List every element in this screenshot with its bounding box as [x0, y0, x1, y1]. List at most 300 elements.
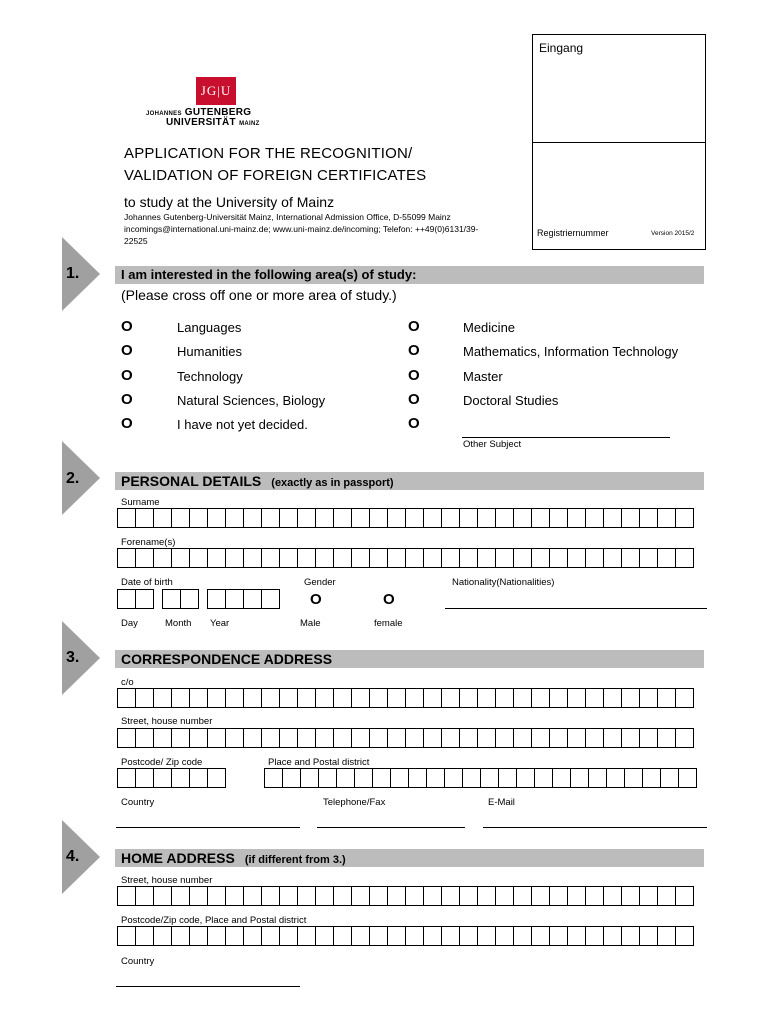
char-cell[interactable] [207, 589, 226, 609]
right-checkbox-2[interactable]: O [408, 342, 420, 359]
surname-field[interactable] [117, 508, 694, 528]
char-cell[interactable] [172, 926, 190, 946]
char-cell[interactable] [117, 768, 136, 788]
char-cell[interactable] [622, 926, 640, 946]
char-cell[interactable] [298, 508, 316, 528]
char-cell[interactable] [208, 688, 226, 708]
char-cell[interactable] [298, 886, 316, 906]
char-cell[interactable] [586, 728, 604, 748]
char-cell[interactable] [154, 548, 172, 568]
char-cell[interactable] [658, 926, 676, 946]
char-cell[interactable] [244, 728, 262, 748]
forenames-field[interactable] [117, 548, 694, 568]
char-cell[interactable] [622, 886, 640, 906]
char-cell[interactable] [640, 508, 658, 528]
char-cell[interactable] [676, 926, 694, 946]
right-option-3: Master [463, 369, 503, 384]
char-cell[interactable] [442, 688, 460, 708]
char-cell[interactable] [568, 548, 586, 568]
char-cell[interactable] [586, 886, 604, 906]
char-cell[interactable] [352, 926, 370, 946]
char-cell[interactable] [604, 548, 622, 568]
other-subject-line[interactable] [462, 437, 670, 438]
char-cell[interactable] [406, 886, 424, 906]
registriernummer-label: Registriernummer [537, 228, 609, 238]
char-cell[interactable] [244, 508, 262, 528]
section-number-4: 4. [66, 848, 80, 865]
char-cell[interactable] [316, 886, 334, 906]
char-cell[interactable] [316, 508, 334, 528]
char-cell[interactable] [532, 548, 550, 568]
char-cell[interactable] [676, 728, 694, 748]
char-cell[interactable] [208, 768, 226, 788]
postcode-field[interactable] [117, 768, 226, 788]
char-cell[interactable] [226, 728, 244, 748]
char-cell[interactable] [172, 508, 190, 528]
office-address: Johannes Gutenberg-Universität Mainz, International Admission Office, D-55099 Mainz incomings@international.uni-mainz.de; www.uni-mainz.de/incoming; Telefon: ++49(0)6131/39-22525 [124, 212, 479, 246]
char-cell[interactable] [391, 768, 409, 788]
char-cell[interactable] [445, 768, 463, 788]
char-cell[interactable] [388, 926, 406, 946]
page-subtitle: to study at the University of Mainz [124, 194, 335, 210]
char-cell[interactable] [154, 728, 172, 748]
char-cell[interactable] [442, 886, 460, 906]
char-cell[interactable] [280, 926, 298, 946]
char-cell[interactable] [226, 926, 244, 946]
char-cell[interactable] [625, 768, 643, 788]
char-cell[interactable] [532, 728, 550, 748]
section-number-3: 3. [66, 649, 80, 666]
gender-label: Gender [304, 577, 336, 588]
char-cell[interactable] [370, 926, 388, 946]
char-cell[interactable] [334, 548, 352, 568]
char-cell[interactable] [460, 728, 478, 748]
right-checkbox-3[interactable]: O [408, 367, 420, 384]
char-cell[interactable] [172, 688, 190, 708]
country-line[interactable] [116, 827, 300, 828]
left-checkbox-1[interactable]: O [121, 318, 133, 335]
char-cell[interactable] [136, 589, 154, 609]
char-cell[interactable] [571, 768, 589, 788]
home-postcode-field[interactable] [117, 926, 694, 946]
char-cell[interactable] [298, 548, 316, 568]
char-cell[interactable] [517, 768, 535, 788]
char-cell[interactable] [496, 688, 514, 708]
char-cell[interactable] [532, 926, 550, 946]
version-label: Version 2015/2 [651, 230, 695, 237]
char-cell[interactable] [604, 926, 622, 946]
right-option-1: Medicine [463, 320, 516, 335]
char-cell[interactable] [424, 508, 442, 528]
day-label: Day [121, 618, 138, 629]
registration-box [532, 34, 706, 250]
char-cell[interactable] [373, 768, 391, 788]
right-checkbox-1[interactable]: O [408, 318, 420, 335]
char-cell[interactable] [370, 688, 388, 708]
char-cell[interactable] [514, 886, 532, 906]
char-cell[interactable] [535, 768, 553, 788]
co-field[interactable] [117, 688, 694, 708]
male-label: Male [300, 618, 321, 629]
char-cell[interactable] [154, 886, 172, 906]
char-cell[interactable] [442, 548, 460, 568]
char-cell[interactable] [586, 926, 604, 946]
char-cell[interactable] [283, 768, 301, 788]
char-cell[interactable] [262, 728, 280, 748]
char-cell[interactable] [226, 589, 244, 609]
char-cell[interactable] [262, 886, 280, 906]
char-cell[interactable] [334, 728, 352, 748]
char-cell[interactable] [262, 688, 280, 708]
char-cell[interactable] [280, 548, 298, 568]
char-cell[interactable] [589, 768, 607, 788]
char-cell[interactable] [478, 548, 496, 568]
char-cell[interactable] [262, 548, 280, 568]
section-number-1: 1. [66, 265, 80, 282]
char-cell[interactable] [208, 508, 226, 528]
dob-label: Date of birth [121, 577, 173, 588]
char-cell[interactable] [460, 926, 478, 946]
char-cell[interactable] [550, 548, 568, 568]
char-cell[interactable] [136, 728, 154, 748]
char-cell[interactable] [136, 508, 154, 528]
char-cell[interactable] [190, 926, 208, 946]
logo-text-line2: UNIVERSITÄT MAINZ [166, 117, 260, 128]
char-cell[interactable] [550, 508, 568, 528]
char-cell[interactable] [117, 688, 136, 708]
char-cell[interactable] [262, 589, 280, 609]
char-cell[interactable] [427, 768, 445, 788]
char-cell[interactable] [280, 886, 298, 906]
birth-year-field[interactable] [207, 589, 280, 609]
char-cell[interactable] [478, 688, 496, 708]
left-checkbox-5[interactable]: O [121, 415, 133, 432]
char-cell[interactable] [604, 688, 622, 708]
eingang-label: Eingang [539, 41, 584, 55]
char-cell[interactable] [658, 548, 676, 568]
char-cell[interactable] [352, 728, 370, 748]
char-cell[interactable] [640, 548, 658, 568]
birth-day-field[interactable] [117, 589, 154, 609]
char-cell[interactable] [162, 589, 181, 609]
char-cell[interactable] [352, 548, 370, 568]
page-title: APPLICATION FOR THE RECOGNITION/ VALIDATION OF FOREIGN CERTIFICATES [124, 145, 427, 184]
char-cell[interactable] [679, 768, 697, 788]
char-cell[interactable] [550, 926, 568, 946]
char-cell[interactable] [244, 589, 262, 609]
char-cell[interactable] [172, 728, 190, 748]
right-option-2: Mathematics, Information Technology [463, 344, 679, 359]
year-label: Year [210, 618, 230, 629]
section-3-header: CORRESPONDENCE ADDRESS [115, 650, 704, 668]
char-cell[interactable] [262, 926, 280, 946]
char-cell[interactable] [676, 508, 694, 528]
char-cell[interactable] [226, 688, 244, 708]
char-cell[interactable] [568, 926, 586, 946]
other-subject-checkbox[interactable]: O [408, 415, 420, 432]
char-cell[interactable] [499, 768, 517, 788]
char-cell[interactable] [388, 886, 406, 906]
char-cell[interactable] [442, 508, 460, 528]
char-cell[interactable] [640, 688, 658, 708]
char-cell[interactable] [337, 768, 355, 788]
char-cell[interactable] [352, 886, 370, 906]
co-label: c/o [121, 677, 134, 688]
char-cell[interactable] [460, 548, 478, 568]
char-cell[interactable] [604, 508, 622, 528]
char-cell[interactable] [172, 548, 190, 568]
char-cell[interactable] [316, 548, 334, 568]
char-cell[interactable] [154, 688, 172, 708]
char-cell[interactable] [514, 688, 532, 708]
char-cell[interactable] [460, 688, 478, 708]
birth-month-field[interactable] [162, 589, 199, 609]
char-cell[interactable] [640, 886, 658, 906]
nationality-line[interactable] [445, 608, 707, 609]
char-cell[interactable] [370, 548, 388, 568]
char-cell[interactable] [442, 926, 460, 946]
char-cell[interactable] [496, 728, 514, 748]
left-checkbox-4[interactable]: O [121, 391, 133, 408]
char-cell[interactable] [244, 926, 262, 946]
logo-text-line1: JOHANNES GUTENBERG [146, 107, 252, 118]
char-cell[interactable] [424, 548, 442, 568]
char-cell[interactable] [514, 728, 532, 748]
char-cell[interactable] [262, 508, 280, 528]
char-cell[interactable] [478, 728, 496, 748]
char-cell[interactable] [586, 548, 604, 568]
char-cell[interactable] [496, 548, 514, 568]
char-cell[interactable] [244, 688, 262, 708]
char-cell[interactable] [280, 688, 298, 708]
char-cell[interactable] [334, 926, 352, 946]
street-field[interactable] [117, 728, 694, 748]
char-cell[interactable] [406, 688, 424, 708]
char-cell[interactable] [460, 886, 478, 906]
telephone-line[interactable] [317, 827, 465, 828]
char-cell[interactable] [352, 508, 370, 528]
street-label: Street, house number [121, 716, 213, 727]
char-cell[interactable] [409, 768, 427, 788]
nationality-label: Nationality(Nationalities) [452, 577, 555, 588]
char-cell[interactable] [514, 548, 532, 568]
char-cell[interactable] [190, 688, 208, 708]
char-cell[interactable] [640, 926, 658, 946]
char-cell[interactable] [208, 886, 226, 906]
char-cell[interactable] [604, 886, 622, 906]
char-cell[interactable] [226, 508, 244, 528]
left-option-3: Technology [177, 369, 243, 384]
char-cell[interactable] [622, 688, 640, 708]
char-cell[interactable] [226, 548, 244, 568]
char-cell[interactable] [514, 508, 532, 528]
char-cell[interactable] [264, 768, 283, 788]
char-cell[interactable] [478, 886, 496, 906]
char-cell[interactable] [190, 768, 208, 788]
section-1-hint: (Please cross off one or more area of study.) [121, 287, 397, 303]
home-street-label: Street, house number [121, 875, 213, 886]
char-cell[interactable] [117, 886, 136, 906]
char-cell[interactable] [550, 688, 568, 708]
char-cell[interactable] [316, 926, 334, 946]
char-cell[interactable] [136, 926, 154, 946]
char-cell[interactable] [676, 688, 694, 708]
left-option-2: Humanities [177, 344, 243, 359]
char-cell[interactable] [568, 728, 586, 748]
char-cell[interactable] [586, 508, 604, 528]
month-label: Month [165, 618, 192, 629]
char-cell[interactable] [208, 926, 226, 946]
left-checkbox-2[interactable]: O [121, 342, 133, 359]
other-subject-label: Other Subject [463, 439, 522, 450]
section-4-header: HOME ADDRESS (if different from 3.) [115, 849, 704, 867]
char-cell[interactable] [424, 728, 442, 748]
char-cell[interactable] [298, 688, 316, 708]
char-cell[interactable] [424, 926, 442, 946]
male-radio[interactable]: O [310, 591, 322, 608]
char-cell[interactable] [388, 548, 406, 568]
char-cell[interactable] [136, 548, 154, 568]
char-cell[interactable] [154, 768, 172, 788]
char-cell[interactable] [550, 886, 568, 906]
char-cell[interactable] [154, 508, 172, 528]
right-checkbox-4[interactable]: O [408, 391, 420, 408]
char-cell[interactable] [117, 728, 136, 748]
char-cell[interactable] [532, 688, 550, 708]
char-cell[interactable] [334, 688, 352, 708]
char-cell[interactable] [406, 508, 424, 528]
char-cell[interactable] [370, 728, 388, 748]
char-cell[interactable] [658, 728, 676, 748]
char-cell[interactable] [478, 926, 496, 946]
char-cell[interactable] [568, 886, 586, 906]
char-cell[interactable] [550, 728, 568, 748]
left-checkbox-3[interactable]: O [121, 367, 133, 384]
char-cell[interactable] [622, 728, 640, 748]
left-option-4: Natural Sciences, Biology [177, 393, 326, 408]
section-2-header: PERSONAL DETAILS (exactly as in passport) [115, 472, 704, 490]
char-cell[interactable] [481, 768, 499, 788]
char-cell[interactable] [658, 886, 676, 906]
char-cell[interactable] [334, 508, 352, 528]
section-1-header: I am interested in the following area(s) of study: [115, 266, 704, 284]
char-cell[interactable] [532, 508, 550, 528]
char-cell[interactable] [568, 688, 586, 708]
char-cell[interactable] [676, 548, 694, 568]
char-cell[interactable] [181, 589, 199, 609]
char-cell[interactable] [319, 768, 337, 788]
left-option-5: I have not yet decided. [177, 417, 308, 432]
char-cell[interactable] [604, 728, 622, 748]
char-cell[interactable] [136, 688, 154, 708]
char-cell[interactable] [388, 508, 406, 528]
char-cell[interactable] [460, 508, 478, 528]
char-cell[interactable] [190, 728, 208, 748]
char-cell[interactable] [568, 508, 586, 528]
char-cell[interactable] [117, 548, 136, 568]
char-cell[interactable] [190, 548, 208, 568]
char-cell[interactable] [658, 508, 676, 528]
char-cell[interactable] [316, 728, 334, 748]
char-cell[interactable] [172, 768, 190, 788]
char-cell[interactable] [676, 886, 694, 906]
home-country-label: Country [121, 956, 155, 967]
char-cell[interactable] [478, 508, 496, 528]
char-cell[interactable] [463, 768, 481, 788]
female-radio[interactable]: O [383, 591, 395, 608]
char-cell[interactable] [117, 508, 136, 528]
char-cell[interactable] [172, 886, 190, 906]
char-cell[interactable] [424, 688, 442, 708]
char-cell[interactable] [208, 548, 226, 568]
char-cell[interactable] [607, 768, 625, 788]
place-field[interactable] [264, 768, 697, 788]
char-cell[interactable] [280, 728, 298, 748]
char-cell[interactable] [301, 768, 319, 788]
char-cell[interactable] [298, 926, 316, 946]
char-cell[interactable] [190, 508, 208, 528]
char-cell[interactable] [370, 508, 388, 528]
char-cell[interactable] [355, 768, 373, 788]
char-cell[interactable] [352, 688, 370, 708]
char-cell[interactable] [136, 886, 154, 906]
char-cell[interactable] [442, 728, 460, 748]
email-line[interactable] [483, 827, 707, 828]
char-cell[interactable] [586, 688, 604, 708]
country-label: Country [121, 797, 155, 808]
char-cell[interactable] [154, 926, 172, 946]
telephone-label: Telephone/Fax [323, 797, 386, 808]
char-cell[interactable] [532, 886, 550, 906]
char-cell[interactable] [553, 768, 571, 788]
char-cell[interactable] [658, 688, 676, 708]
char-cell[interactable] [298, 728, 316, 748]
char-cell[interactable] [117, 926, 136, 946]
char-cell[interactable] [280, 508, 298, 528]
char-cell[interactable] [406, 548, 424, 568]
char-cell[interactable] [406, 728, 424, 748]
char-cell[interactable] [388, 688, 406, 708]
char-cell[interactable] [388, 728, 406, 748]
char-cell[interactable] [640, 728, 658, 748]
char-cell[interactable] [136, 768, 154, 788]
home-street-field[interactable] [117, 886, 694, 906]
place-label: Place and Postal district [268, 757, 370, 768]
char-cell[interactable] [208, 728, 226, 748]
char-cell[interactable] [406, 926, 424, 946]
surname-label: Surname [121, 497, 160, 508]
char-cell[interactable] [244, 548, 262, 568]
char-cell[interactable] [244, 886, 262, 906]
home-country-line[interactable] [116, 986, 300, 987]
char-cell[interactable] [622, 548, 640, 568]
char-cell[interactable] [643, 768, 661, 788]
char-cell[interactable] [514, 926, 532, 946]
char-cell[interactable] [496, 886, 514, 906]
char-cell[interactable] [622, 508, 640, 528]
char-cell[interactable] [190, 886, 208, 906]
char-cell[interactable] [117, 589, 136, 609]
char-cell[interactable] [661, 768, 679, 788]
university-logo: JG|U [196, 77, 236, 105]
char-cell[interactable] [496, 926, 514, 946]
char-cell[interactable] [370, 886, 388, 906]
char-cell[interactable] [334, 886, 352, 906]
char-cell[interactable] [424, 886, 442, 906]
char-cell[interactable] [496, 508, 514, 528]
char-cell[interactable] [316, 688, 334, 708]
char-cell[interactable] [226, 886, 244, 906]
